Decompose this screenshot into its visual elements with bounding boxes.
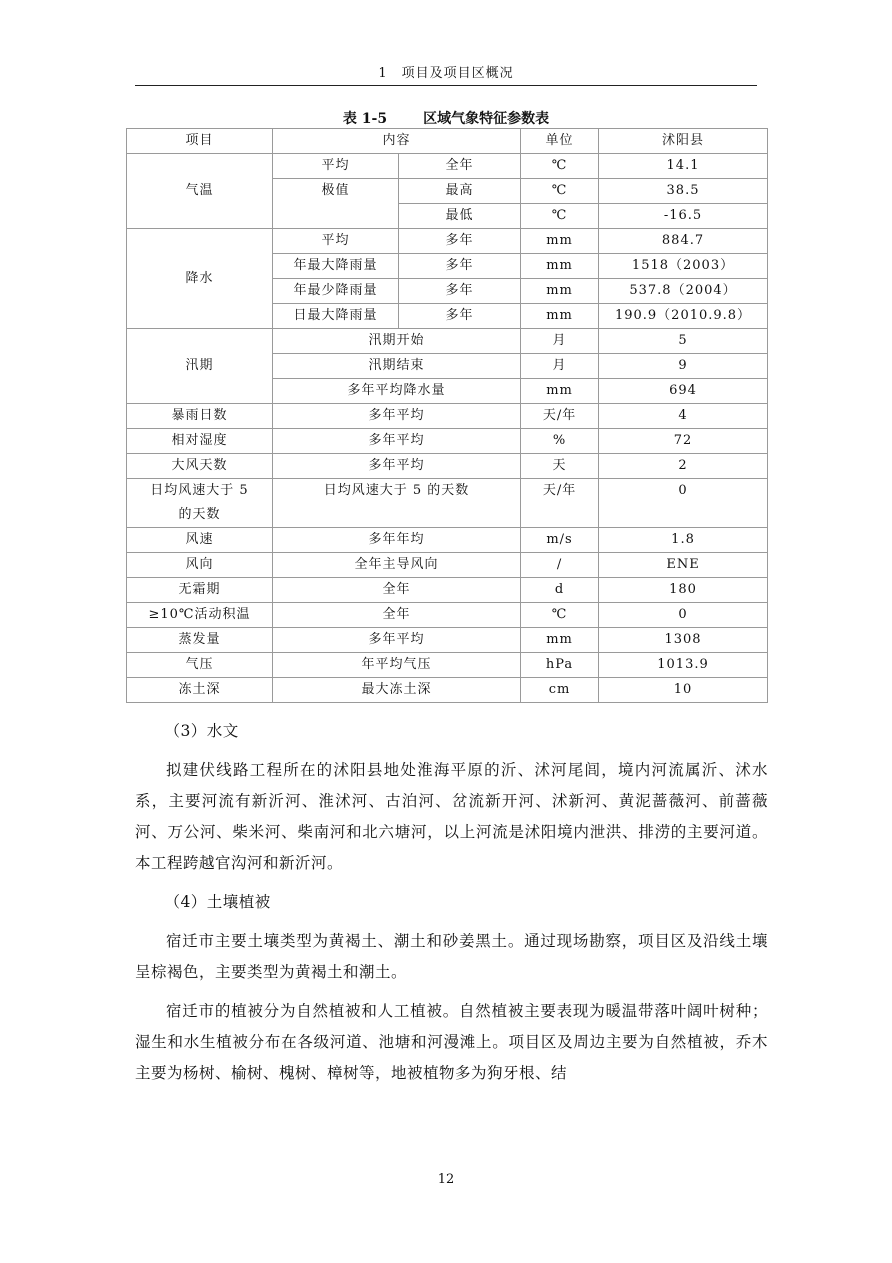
table-cell: 9 xyxy=(599,354,768,379)
table-row xyxy=(127,678,768,703)
table-cell: 年最少降雨量 xyxy=(273,279,399,304)
table-cell: mm xyxy=(521,628,599,653)
table-cell: 10 xyxy=(599,678,768,703)
table-cell: 日最大降雨量 xyxy=(273,304,399,329)
table-cell: 汛期结束 xyxy=(273,354,521,379)
table-cell: 极值 xyxy=(273,179,399,229)
table-cell: 180 xyxy=(599,578,768,603)
table-cell: 天/年 xyxy=(521,479,599,528)
section-heading-soil-vegetation: （4）土壤植被 xyxy=(164,893,271,911)
table-cell: 14.1 xyxy=(599,154,768,179)
table-cell: -16.5 xyxy=(599,204,768,229)
table-cell: 平均 xyxy=(273,154,399,179)
table-cell: 884.7 xyxy=(599,229,768,254)
table-cell: 日均风速大于 5 的天数 xyxy=(273,479,521,528)
running-header: 1 项目及项目区概况 xyxy=(378,66,514,81)
table-cell: 72 xyxy=(599,429,768,454)
table-cell: 全年主导风向 xyxy=(273,553,521,578)
table-cell: % xyxy=(521,429,599,454)
table-cell: 全年 xyxy=(399,154,521,179)
table-cell: hPa xyxy=(521,653,599,678)
table-cell: 天/年 xyxy=(521,404,599,429)
paragraph-soil: 宿迁市主要土壤类型为黄褐土、潮土和砂姜黑土。通过现场勘察，项目区及沿线土壤呈棕褐色，主要类型为黄褐土和潮土。 xyxy=(135,932,768,981)
table-cell: 多年平均 xyxy=(273,429,521,454)
header-rule xyxy=(135,85,757,86)
table-cell: 38.5 xyxy=(599,179,768,204)
table-cell: 多年 xyxy=(399,279,521,304)
paragraph-vegetation: 宿迁市的植被分为自然植被和人工植被。自然植被主要表现为暖温带落叶阔叶树种；湿生和水生植被分布在各级河道、池塘和河漫滩上。项目区及周边主要为自然植被，乔木主要为杨树、榆树、槐树、樟树等，地被植物多为狗牙根、结 xyxy=(135,1002,768,1082)
column-header: 项目 xyxy=(127,129,273,154)
row-label: 日均风速大于 5 的天数 xyxy=(127,479,273,528)
table-row xyxy=(127,154,768,179)
table-caption-number: 表 1-5 xyxy=(342,111,388,127)
table-cell: cm xyxy=(521,678,599,703)
table-cell: ℃ xyxy=(521,179,599,204)
row-label: 风向 xyxy=(127,553,273,578)
row-label: 无霜期 xyxy=(127,578,273,603)
table-cell: 多年平均降水量 xyxy=(273,379,521,404)
column-header: 单位 xyxy=(521,129,599,154)
table-cell: 多年年均 xyxy=(273,528,521,553)
table-caption-title: 区域气象特征参数表 xyxy=(423,111,550,127)
table-row xyxy=(127,429,768,454)
row-group-label: 气温 xyxy=(127,154,273,229)
table-cell: 汛期开始 xyxy=(273,329,521,354)
table-cell: 多年平均 xyxy=(273,454,521,479)
row-label: 大风天数 xyxy=(127,454,273,479)
table-row xyxy=(127,653,768,678)
table-cell: 多年 xyxy=(399,229,521,254)
table-cell: 4 xyxy=(599,404,768,429)
table-row xyxy=(127,404,768,429)
table-cell: 多年 xyxy=(399,254,521,279)
table-cell: ℃ xyxy=(521,204,599,229)
row-label: 气压 xyxy=(127,653,273,678)
table-cell: 月 xyxy=(521,354,599,379)
body-text xyxy=(135,716,768,1089)
table-cell: 2 xyxy=(599,454,768,479)
row-label: 风速 xyxy=(127,528,273,553)
table-row xyxy=(127,553,768,578)
table-row xyxy=(127,229,768,254)
row-group-label: 降水 xyxy=(127,229,273,329)
table-cell: 月 xyxy=(521,329,599,354)
row-label: 相对湿度 xyxy=(127,429,273,454)
table-cell: 年最大降雨量 xyxy=(273,254,399,279)
table-cell: 0 xyxy=(599,479,768,528)
table-cell: 1.8 xyxy=(599,528,768,553)
table-cell: 最大冻土深 xyxy=(273,678,521,703)
table-cell: 5 xyxy=(599,329,768,354)
table-cell: 1013.9 xyxy=(599,653,768,678)
table-cell: mm xyxy=(521,304,599,329)
table-row xyxy=(127,329,768,354)
table-row xyxy=(127,479,768,528)
table-cell: 多年平均 xyxy=(273,628,521,653)
table-cell: ENE xyxy=(599,553,768,578)
table-row xyxy=(127,454,768,479)
table-cell: mm xyxy=(521,254,599,279)
table-cell: / xyxy=(521,553,599,578)
row-label: ≥10℃活动积温 xyxy=(127,603,273,628)
table-cell: d xyxy=(521,578,599,603)
column-header: 内容 xyxy=(273,129,521,154)
row-label: 暴雨日数 xyxy=(127,404,273,429)
table-row xyxy=(127,578,768,603)
table-cell: ℃ xyxy=(521,603,599,628)
table-row xyxy=(127,628,768,653)
paragraph-hydrology: 拟建伏线路工程所在的沭阳县地处淮海平原的沂、沭河尾闾，境内河流属沂、沭水系，主要河流有新沂河、淮沭河、古泊河、岔流新开河、沭新河、黄泥蔷薇河、前蔷薇河、万公河、柴米河、柴南河和北六塘河，以上河流是沭阳境内泄洪、排涝的主要河道。本工程跨越官沟河和新沂河。 xyxy=(135,761,768,872)
table-cell: 多年 xyxy=(399,304,521,329)
table-cell: 694 xyxy=(599,379,768,404)
table-caption xyxy=(126,108,766,128)
table-cell: mm xyxy=(521,379,599,404)
table-cell: 1518（2003） xyxy=(599,254,768,279)
row-group-label: 汛期 xyxy=(127,329,273,404)
table-cell: 190.9（2010.9.8） xyxy=(599,304,768,329)
page-number: 12 xyxy=(437,1172,455,1187)
table-header-row xyxy=(127,129,768,154)
row-label: 蒸发量 xyxy=(127,628,273,653)
table-cell: mm xyxy=(521,279,599,304)
table-cell: 天 xyxy=(521,454,599,479)
table-cell: 最低 xyxy=(399,204,521,229)
table-cell: 全年 xyxy=(273,603,521,628)
climate-parameter-table xyxy=(126,128,768,703)
table-row xyxy=(127,603,768,628)
row-label: 冻土深 xyxy=(127,678,273,703)
table-cell: 全年 xyxy=(273,578,521,603)
table-cell: 多年平均 xyxy=(273,404,521,429)
table-cell: 最高 xyxy=(399,179,521,204)
column-header: 沭阳县 xyxy=(599,129,768,154)
table-row xyxy=(127,528,768,553)
table-cell: ℃ xyxy=(521,154,599,179)
table-cell: m/s xyxy=(521,528,599,553)
table-cell: 0 xyxy=(599,603,768,628)
table-cell: mm xyxy=(521,229,599,254)
table-cell: 1308 xyxy=(599,628,768,653)
table-cell: 537.8（2004） xyxy=(599,279,768,304)
table-cell: 年平均气压 xyxy=(273,653,521,678)
table-cell: 平均 xyxy=(273,229,399,254)
section-heading-hydrology: （3）水文 xyxy=(164,722,239,740)
